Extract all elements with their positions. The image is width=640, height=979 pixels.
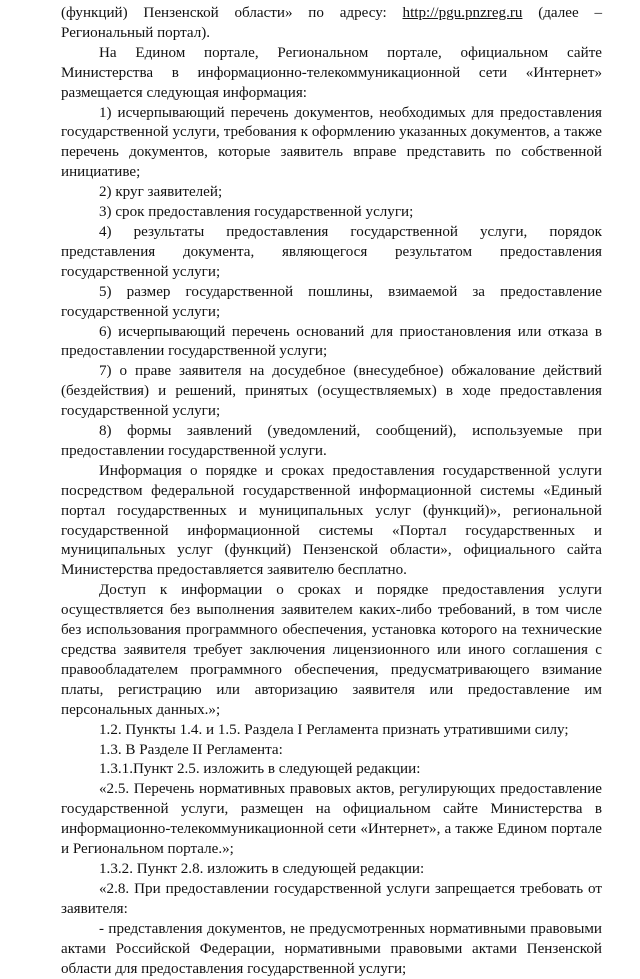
list-item-applicants: 2) круг заявителей; (99, 184, 223, 201)
list-item-documents: 1) исчерпывающий перечень документов, необходимых для предоставления государственной услуги, требования к оформлению указанных документов, а также перечень документов, которые заявитель вправе представить по собственной инициативе; (61, 104, 602, 181)
portal-address-tail: (далее – Региональный портал). (61, 5, 602, 41)
list-item-refusal-grounds: 6) исчерпывающий перечень оснований для приостановления или отказа в предоставлении государственной услуги; (61, 323, 602, 360)
paragraph-access-conditions: Доступ к информации о сроках и порядке предоставления услуги осуществляется без выполнения заявителем каких-либо требований, в том числе без использования программного обеспечения, установка которого на технические средства заявителя требует заключения лицензионного или иного соглашения с правообладателем программного обеспечения, предусматривающего взимание платы, регистрацию или авторизацию заявителя или предоставление им персональных данных.»; (61, 582, 602, 718)
list-item-fee: 5) размер государственной пошлины, взимаемой за предоставление государственной услуги; (61, 283, 602, 320)
list-item-term: 3) срок предоставления государственной услуги; (99, 204, 414, 221)
portal-address-text: (функций) Пензенской области» по адресу: (61, 5, 403, 21)
paragraph-clause-2-5: «2.5. Перечень нормативных правовых актов, регулирующих предоставление государственной услуги, размещен на официальном сайте Министерства в информационно-телекоммуникационной сети «Интернет», а также Едином портале и Региональном портале.»; (61, 781, 602, 858)
list-item-appeal-right: 7) о праве заявителя на досудебное (внесудебное) обжалование действий (бездействия) и решений, принятых (осуществляемых) в ходе предоставления государственной услуги; (61, 363, 602, 420)
regional-portal-link[interactable]: http://pgu.pnzreg.ru (402, 5, 523, 21)
list-item-results: 4) результаты предоставления государственной услуги, порядок представления документа, являющегося результатом предоставления государственной услуги; (61, 223, 602, 280)
paragraph-clause-2-8: «2.8. При предоставлении государственной услуги запрещается требовать от заявителя: (61, 880, 602, 917)
paragraph-info-placement: На Едином портале, Региональном портале, официальном сайте Министерства в информационно-телекоммуникационной сети «Интернет» размещается следующая информация: (61, 44, 602, 101)
paragraph-clause-1-2: 1.2. Пункты 1.4. и 1.5. Раздела I Регламента признать утратившими силу; (99, 721, 569, 738)
paragraph-clause-1-3-2: 1.3.2. Пункт 2.8. изложить в следующей редакции: (99, 860, 425, 877)
paragraph-clause-1-3: 1.3. В Разделе II Регламента: (99, 741, 283, 758)
paragraph-free-information: Информация о порядке и сроках предоставления государственной услуги посредством федеральной государственной информационной системы «Единый портал государственных и муниципальных услуг (функций)», региональной государственной информационной системы «Портал государственных и муниципальных услуг (функций) Пензенской области», официального сайта Министерства предоставляется заявителю бесплатно. (61, 462, 602, 579)
paragraph-portal-address (61, 4, 602, 44)
document-page (61, 4, 602, 979)
list-item-forms: 8) формы заявлений (уведомлений, сообщений), используемые при предоставлении государственной услуги. (61, 423, 602, 459)
paragraph-clause-1-3-1: 1.3.1.Пункт 2.5. изложить в следующей редакции: (99, 761, 421, 778)
paragraph-prohibited-requirements: - представления документов, не предусмотренных нормативными правовыми актами Российской Федерации, нормативными правовыми актами Пензенской области для предоставления государственной услуги; (61, 920, 602, 977)
